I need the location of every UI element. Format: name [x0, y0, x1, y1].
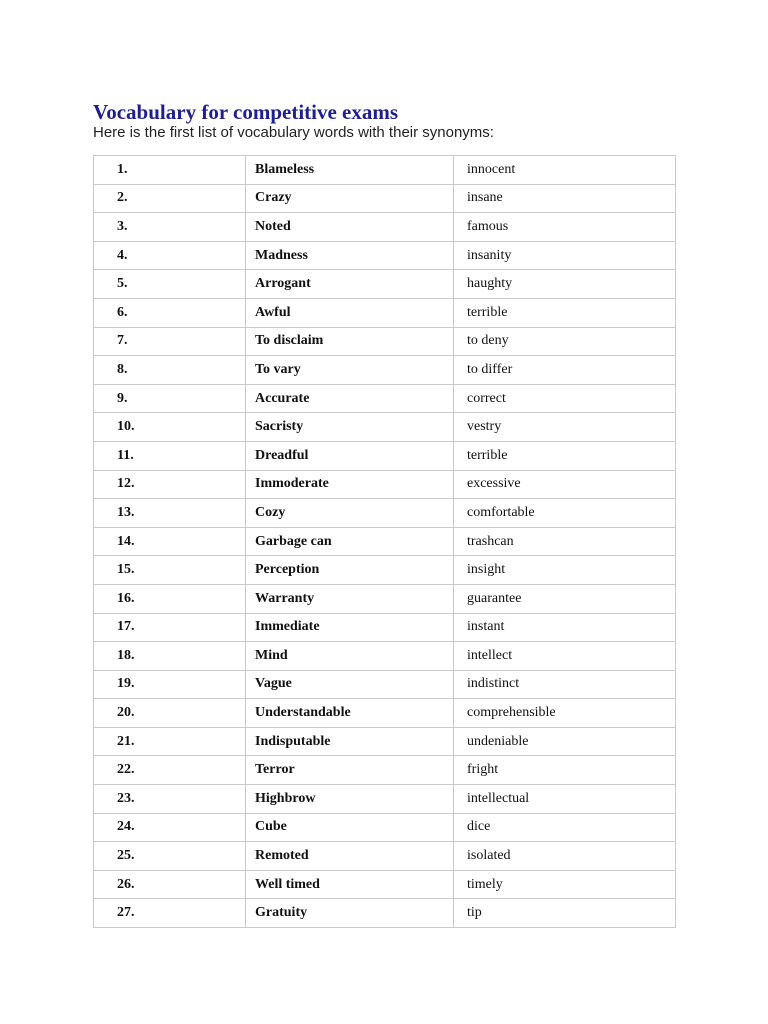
vocabulary-word: Vague: [246, 670, 454, 699]
vocabulary-word: Accurate: [246, 384, 454, 413]
table-row: [94, 413, 676, 442]
row-number: 6.: [94, 298, 246, 327]
row-number: 1.: [94, 156, 246, 185]
page-subtitle: Here is the first list of vocabulary words with their synonyms:: [93, 124, 494, 141]
table-row: [94, 556, 676, 585]
row-number: 18.: [94, 642, 246, 671]
row-number: 5.: [94, 270, 246, 299]
page-title: Vocabulary for competitive exams: [93, 100, 399, 124]
synonym: famous: [454, 213, 676, 242]
row-number: 23.: [94, 785, 246, 814]
synonym: vestry: [454, 413, 676, 442]
vocabulary-word: Remoted: [246, 842, 454, 871]
table-row: [94, 613, 676, 642]
synonym: tip: [454, 899, 676, 928]
table-row: [94, 241, 676, 270]
table-row: [94, 356, 676, 385]
row-number: 14.: [94, 527, 246, 556]
vocabulary-word: To vary: [246, 356, 454, 385]
table-row: [94, 298, 676, 327]
vocabulary-word: Highbrow: [246, 785, 454, 814]
synonym: haughty: [454, 270, 676, 299]
table-row: [94, 156, 676, 185]
vocabulary-word: Garbage can: [246, 527, 454, 556]
row-number: 13.: [94, 499, 246, 528]
synonym: undeniable: [454, 727, 676, 756]
vocabulary-word: Sacristy: [246, 413, 454, 442]
table-row: [94, 870, 676, 899]
row-number: 2.: [94, 184, 246, 213]
table-row: [94, 441, 676, 470]
vocabulary-word: Madness: [246, 241, 454, 270]
vocabulary-word: Immediate: [246, 613, 454, 642]
table-row: [94, 270, 676, 299]
row-number: 7.: [94, 327, 246, 356]
vocabulary-word: Crazy: [246, 184, 454, 213]
row-number: 27.: [94, 899, 246, 928]
row-number: 25.: [94, 842, 246, 871]
vocabulary-word: Indisputable: [246, 727, 454, 756]
synonym: indistinct: [454, 670, 676, 699]
row-number: 17.: [94, 613, 246, 642]
synonym: innocent: [454, 156, 676, 185]
vocabulary-table: [93, 155, 676, 928]
vocabulary-word: Awful: [246, 298, 454, 327]
row-number: 8.: [94, 356, 246, 385]
row-number: 12.: [94, 470, 246, 499]
vocabulary-word: Dreadful: [246, 441, 454, 470]
synonym: insane: [454, 184, 676, 213]
synonym: instant: [454, 613, 676, 642]
table-row: [94, 670, 676, 699]
vocabulary-word: Mind: [246, 642, 454, 671]
table-row: [94, 527, 676, 556]
synonym: intellect: [454, 642, 676, 671]
row-number: 22.: [94, 756, 246, 785]
table-row: [94, 584, 676, 613]
synonym: dice: [454, 813, 676, 842]
synonym: insanity: [454, 241, 676, 270]
vocabulary-word: To disclaim: [246, 327, 454, 356]
table-row: [94, 727, 676, 756]
table-row: [94, 642, 676, 671]
row-number: 21.: [94, 727, 246, 756]
synonym: trashcan: [454, 527, 676, 556]
row-number: 20.: [94, 699, 246, 728]
row-number: 19.: [94, 670, 246, 699]
synonym: comprehensible: [454, 699, 676, 728]
synonym: terrible: [454, 298, 676, 327]
row-number: 16.: [94, 584, 246, 613]
synonym: excessive: [454, 470, 676, 499]
vocabulary-word: Cube: [246, 813, 454, 842]
vocabulary-word: Gratuity: [246, 899, 454, 928]
table-row: [94, 213, 676, 242]
vocabulary-word: Noted: [246, 213, 454, 242]
synonym: to differ: [454, 356, 676, 385]
synonym: to deny: [454, 327, 676, 356]
row-number: 3.: [94, 213, 246, 242]
synonym: fright: [454, 756, 676, 785]
vocabulary-word: Cozy: [246, 499, 454, 528]
table-row: [94, 842, 676, 871]
vocabulary-word: Blameless: [246, 156, 454, 185]
table-row: [94, 470, 676, 499]
vocabulary-word: Arrogant: [246, 270, 454, 299]
synonym: timely: [454, 870, 676, 899]
vocabulary-word: Well timed: [246, 870, 454, 899]
table-row: [94, 756, 676, 785]
table-row: [94, 184, 676, 213]
row-number: 26.: [94, 870, 246, 899]
row-number: 9.: [94, 384, 246, 413]
synonym: guarantee: [454, 584, 676, 613]
row-number: 11.: [94, 441, 246, 470]
table-row: [94, 899, 676, 928]
vocabulary-word: Immoderate: [246, 470, 454, 499]
synonym: insight: [454, 556, 676, 585]
synonym: correct: [454, 384, 676, 413]
synonym: isolated: [454, 842, 676, 871]
synonym: comfortable: [454, 499, 676, 528]
vocabulary-word: Terror: [246, 756, 454, 785]
row-number: 4.: [94, 241, 246, 270]
table-row: [94, 813, 676, 842]
table-row: [94, 785, 676, 814]
vocabulary-word: Perception: [246, 556, 454, 585]
vocabulary-table-body: [94, 156, 676, 928]
table-row: [94, 499, 676, 528]
row-number: 15.: [94, 556, 246, 585]
row-number: 10.: [94, 413, 246, 442]
synonym: intellectual: [454, 785, 676, 814]
table-row: [94, 699, 676, 728]
vocabulary-word: Understandable: [246, 699, 454, 728]
table-row: [94, 327, 676, 356]
row-number: 24.: [94, 813, 246, 842]
table-row: [94, 384, 676, 413]
vocabulary-word: Warranty: [246, 584, 454, 613]
synonym: terrible: [454, 441, 676, 470]
